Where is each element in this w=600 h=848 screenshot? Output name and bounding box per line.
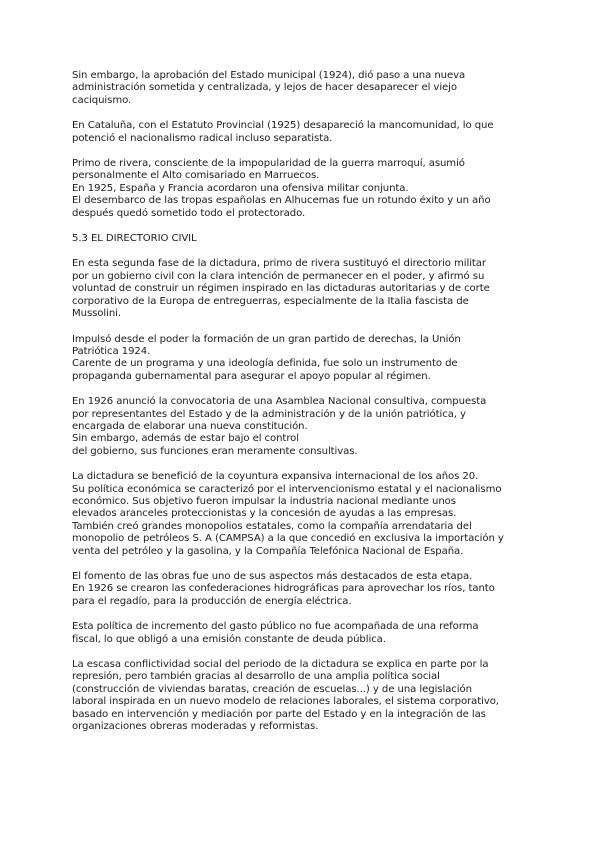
text-line: También creó grandes monopolios estatales, como la compañía arrendataria del [72,520,472,532]
text-line: venta del petróleo y la gasolina, y la Compañía Telefónica Nacional de España. [72,545,464,557]
text-line: El desembarco de las tropas españolas en Alhucemas fue un rotundo éxito y un año [72,195,491,207]
text-line: 5.3 EL DIRECTORIO CIVIL [72,233,197,245]
text-line: caciquismo. [72,94,132,106]
text-line: (construcción de viviendas baratas, creación de escuelas...) y de una legislación [72,683,472,695]
document-page [72,70,532,746]
text-line: por un gobierno civil con la clara intención de permanecer en el poder, y afirmó su [72,270,485,282]
text-line: basado en intervención y mediación por parte del Estado y en la integración de las [72,708,486,720]
paragraph [72,258,532,320]
paragraph [72,571,532,608]
text-line: encargada de elaborar una nueva constitución. [72,420,308,432]
text-line: personalmente el Alto comisariado en Marruecos. [72,170,320,182]
text-line: monopolio de petróleos S. A (CAMPSA) a la que concedió en exclusiva la importación y [72,533,504,545]
text-line: para el regadío, para la producción de energía eléctrica. [72,595,352,607]
text-line: Esta política de incremento del gasto público no fue acompañada de una reforma [72,621,479,633]
paragraph [72,334,532,384]
text-line: represión, pero también gracias al desarrollo de una amplia política social [72,671,440,683]
text-line: Patriótica 1924. [72,345,151,357]
paragraph [72,120,532,145]
text-line: económico. Sus objetivo fueron impulsar la industria nacional mediante unos [72,495,456,507]
text-line: En 1926 se crearon las confederaciones hidrográficas para aprovechar los ríos, tanto [72,583,495,595]
text-line: Carente de un programa y una ideología definida, fue solo un instrumento de [72,358,458,370]
text-line: del gobierno, sus funciones eran meramente consultivas. [72,445,358,457]
text-line: En esta segunda fase de la dictadura, primo de rivera sustituyó el directorio militar [72,258,486,270]
text-line: después quedó sometido todo el protectorado. [72,207,306,219]
text-line: Mussolini. [72,308,122,320]
text-line: El fomento de las obras fue uno de sus aspectos más destacados de esta etapa. [72,571,473,582]
text-line: En 1925, España y Francia acordaron una ofensiva militar conjunta. [72,182,409,194]
text-line: Sin embargo, la aprobación del Estado municipal (1924), dió paso a una nueva [72,70,466,81]
paragraph [72,621,532,646]
paragraph [72,396,532,458]
paragraph [72,70,532,107]
text-line: propaganda gubernamental para asegurar el apoyo popular al régimen. [72,370,431,382]
text-line: voluntad de construir un régimen inspirado en las dictaduras autoritarias y de corte [72,283,490,295]
text-line: potenció el nacionalismo radical incluso separatista. [72,132,333,144]
text-line: administración sometida y centralizada, y lejos de hacer desaparecer el viejo [72,82,458,94]
paragraph [72,471,532,558]
text-line: por representantes del Estado y de la administración y de la unión patriótica, y [72,408,466,420]
text-line: Sin embargo, además de estar bajo el control [72,433,299,445]
text-line: laboral inspirada en un nuevo modelo de relaciones laborales, el sistema corporativo, [72,696,499,708]
text-line: La escasa conflictividad social del periodo de la dictadura se explica en parte por la [72,659,489,671]
text-line: fiscal, lo que obligó a una emisión constante de deuda pública. [72,633,386,645]
text-line: Su política económica se caracterizó por el intervencionismo estatal y el nacionalismo [72,483,502,495]
text-line: organizaciones obreras moderadas y reformistas. [72,721,319,733]
text-line: elevados aranceles proteccionistas y la concesión de ayudas a las empresas. [72,508,457,520]
text-line: En Cataluña, con el Estatuto Provincial (1925) desapareció la mancomunidad, lo que [72,120,494,132]
text-line: Primo de rivera, consciente de la impopularidad de la guerra marroquí, asumió [72,158,465,170]
text-line: corporativo de la Europa de entreguerras, especialmente de la Italia fascista de [72,295,469,307]
paragraph [72,659,532,733]
text-line: La dictadura se benefició de la coyuntura expansiva internacional de los años 20. [72,471,479,483]
text-line: En 1926 anunció la convocatoria de una Asamblea Nacional consultiva, compuesta [72,396,487,408]
paragraph [72,158,532,220]
section-heading [72,233,532,245]
text-line: Impulsó desde el poder la formación de un gran partido de derechas, la Unión [72,333,461,345]
